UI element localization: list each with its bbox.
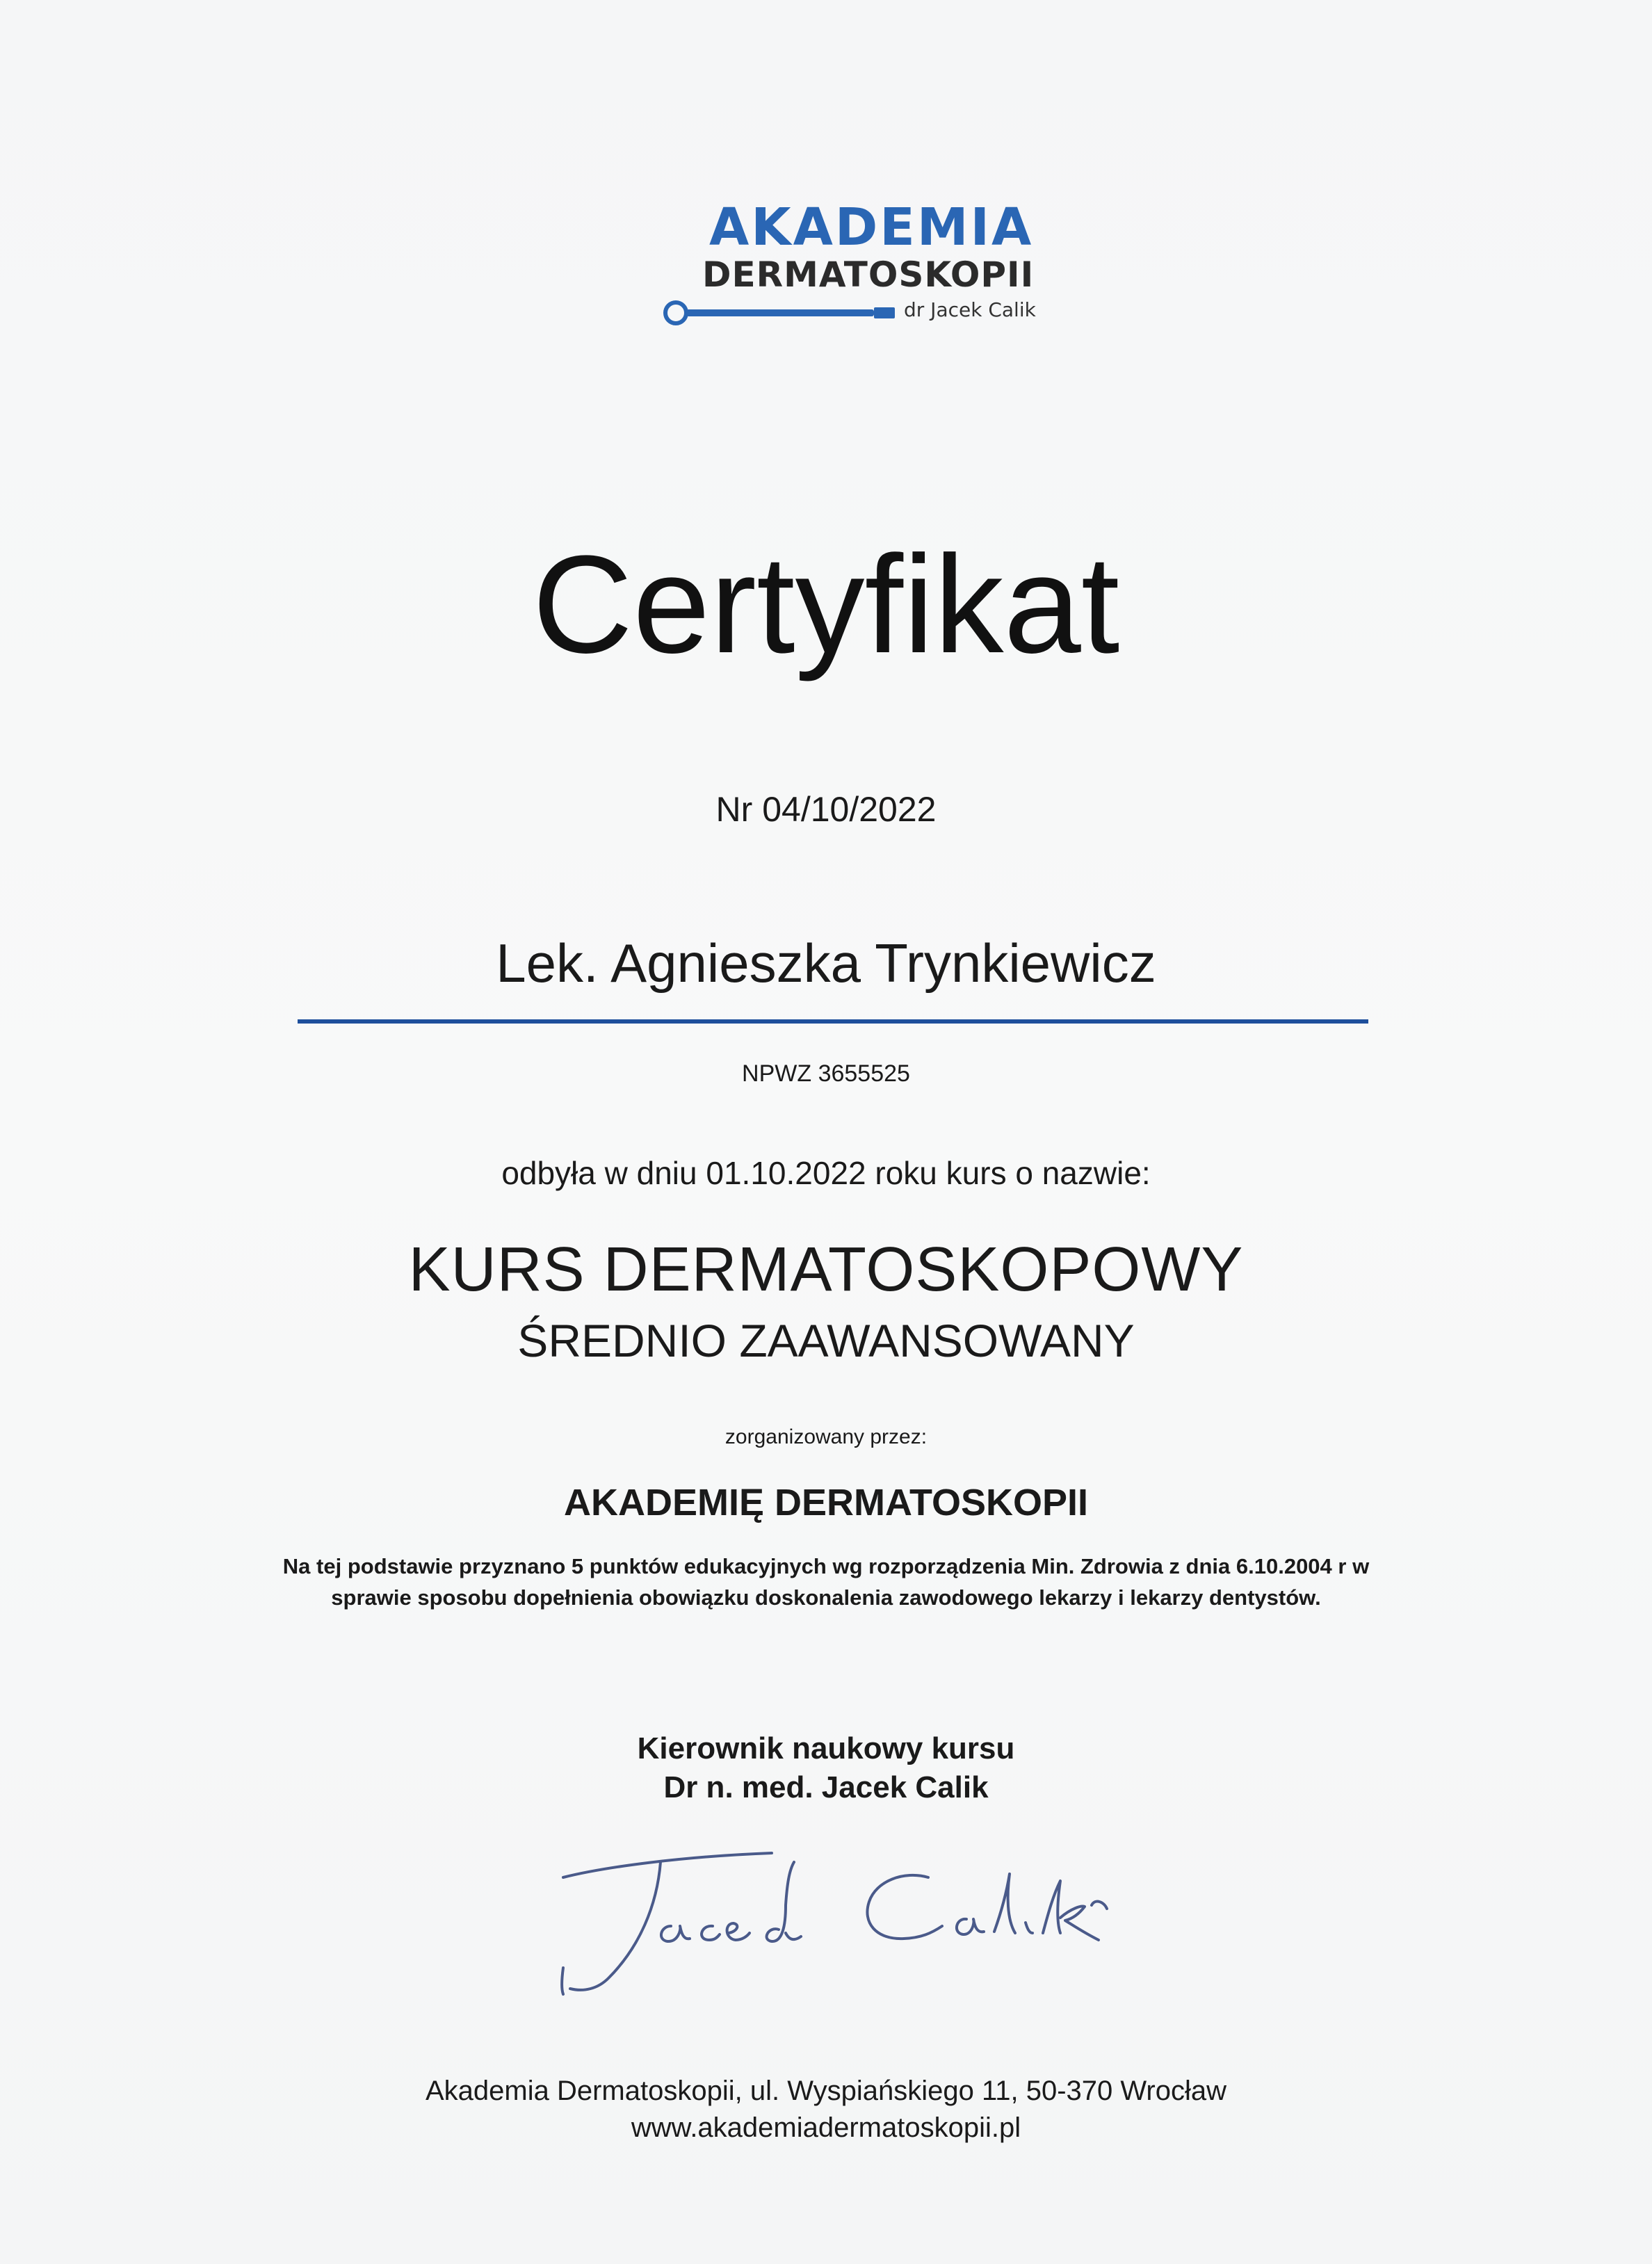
course-title: KURS DERMATOSKOPOWY [408,1235,1244,1304]
npwz-number: NPWZ 3655525 [742,1060,910,1087]
footer-website: www.akademiadermatoskopii.pl [631,2112,1021,2143]
logo-author: dr Jacek Calik [904,298,1036,321]
course-intro: odbyła w dniu 01.10.2022 roku kurs o nazwie: [501,1155,1151,1191]
course-subtitle: ŚREDNIO ZAAWANSOWANY [517,1315,1135,1366]
signer-role: Kierownik naukowy kursu [637,1731,1015,1765]
organized-by-label: zorganizowany przez: [724,1425,928,1448]
logo-line-akademia: AKADEMIA [709,197,1034,257]
name-underline [298,1019,1368,1024]
legal-basis-line-2: sprawie sposobu dopełnienia obowiązku doskonalenia zawodowego lekarzy i lekarzy dentystów. [331,1585,1321,1610]
footer-address: Akademia Dermatoskopii, ul. Wyspiańskiego 11, 50-370 Wrocław [425,2076,1226,2106]
academy-logo [661,197,1050,334]
legal-basis-line-1: Na tej podstawie przyznano 5 punktów edukacyjnych wg rozporządzenia Min. Zdrowia z dnia 6.10.2004 r w [282,1554,1370,1578]
logo-line-dermatoskopii: DERMATOSKOPII [702,254,1035,295]
handwritten-signature [542,1829,1168,2010]
signer-name: Dr n. med. Jacek Calik [663,1770,989,1804]
recipient-name: Lek. Agnieszka Trynkiewicz [496,932,1156,994]
certificate-title: Certyfikat [532,527,1120,682]
organizer-name: AKADEMIĘ DERMATOSKOPII [563,1482,1089,1523]
certificate-number: Nr 04/10/2022 [715,790,937,829]
